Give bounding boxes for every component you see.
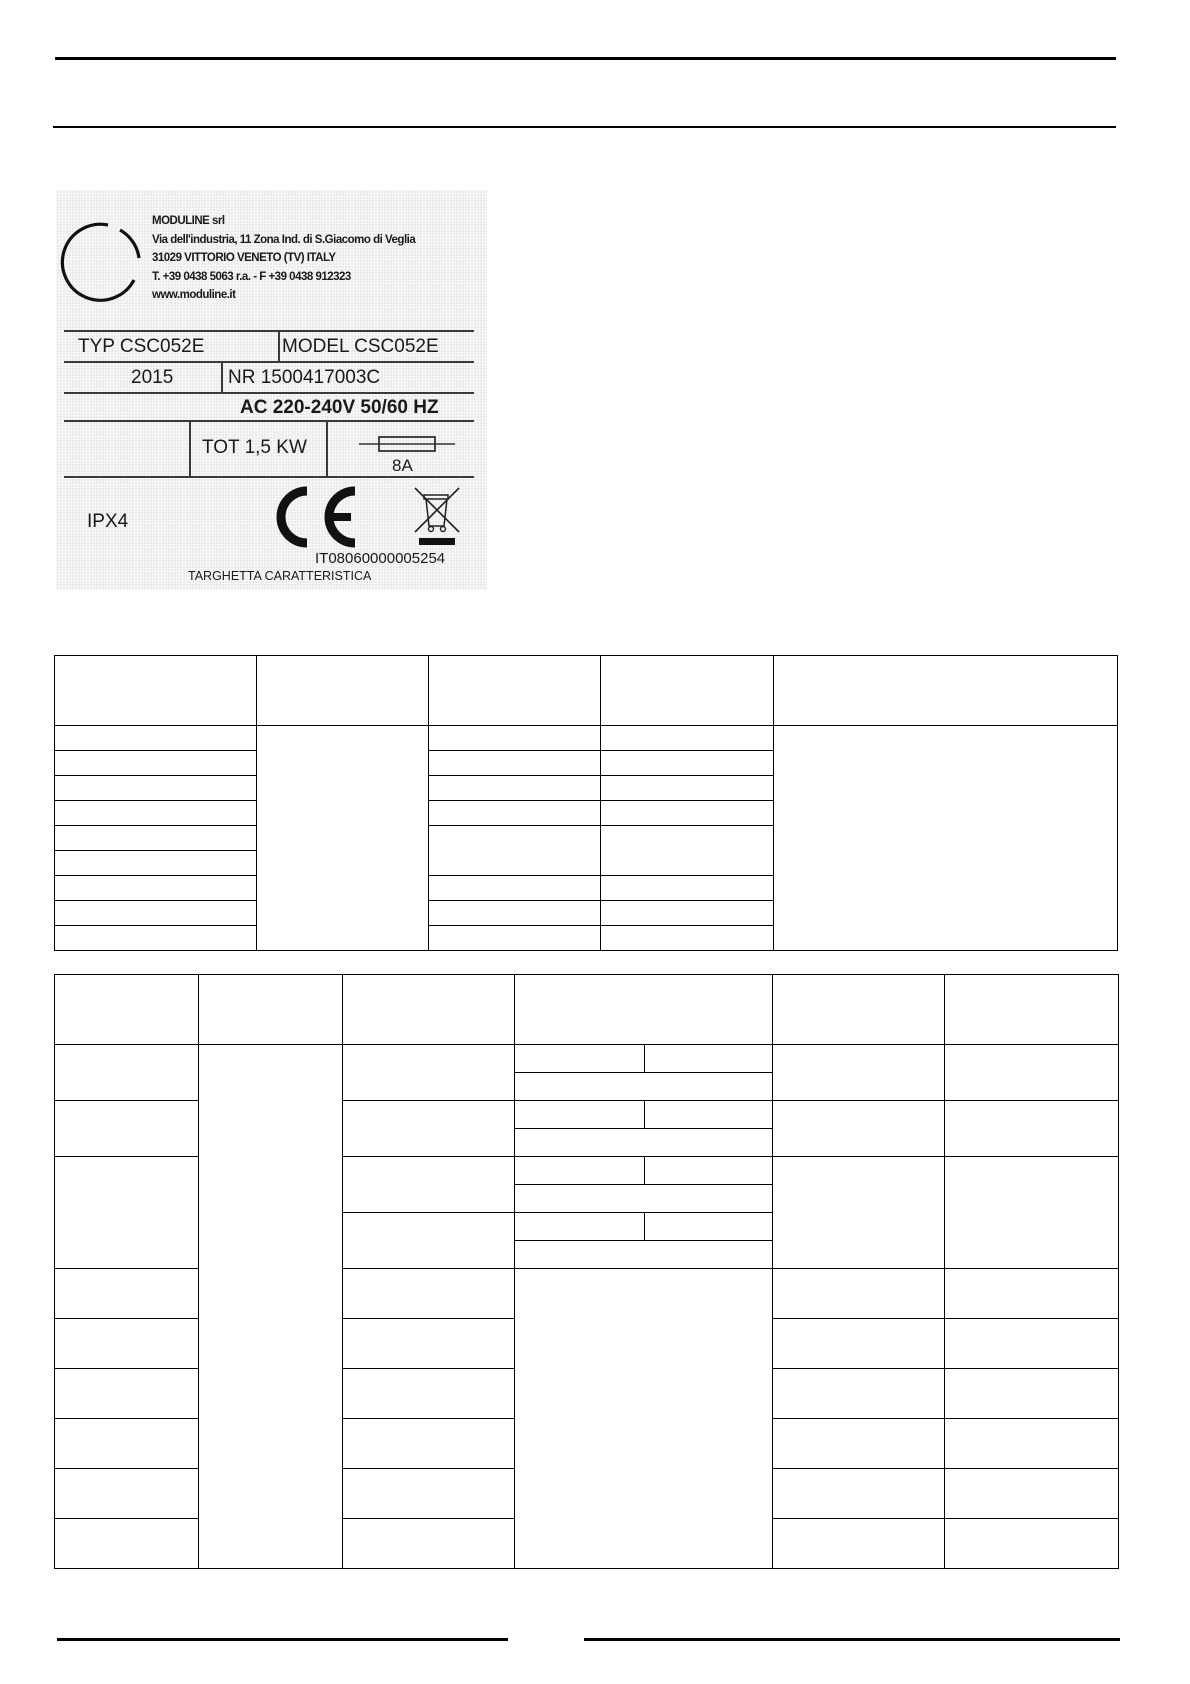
table-cell (55, 1101, 199, 1157)
table-cell (945, 1157, 1119, 1269)
table-cell (945, 1319, 1119, 1369)
website: www.moduline.it (152, 289, 236, 301)
table-cell (601, 751, 774, 776)
table-cell (55, 776, 257, 801)
table-cell (774, 656, 1118, 726)
table-cell (515, 1241, 773, 1269)
table-cell (429, 726, 601, 751)
table-cell (515, 1157, 645, 1185)
voltage-label: AC 220-240V 50/60 HZ (240, 397, 439, 418)
table-cell (601, 801, 774, 826)
table-cell (429, 876, 601, 901)
table-cell (55, 1157, 199, 1269)
table-cell (55, 1269, 199, 1319)
table-cell (645, 1157, 773, 1185)
table-cell (55, 656, 257, 726)
table-cell (945, 1101, 1119, 1157)
table-cell (55, 1369, 199, 1419)
plate-line (64, 420, 474, 422)
company-name: MODULINE srl (152, 215, 225, 227)
table-row (55, 656, 1118, 726)
table-cell (343, 1419, 515, 1469)
table-cell (55, 975, 199, 1045)
table-cell (55, 876, 257, 901)
table-cell (429, 901, 601, 926)
header-rule-top (55, 57, 1116, 60)
table-cell (343, 1519, 515, 1569)
table-cell (515, 1045, 645, 1073)
table-cell (601, 776, 774, 801)
table-cell (945, 1045, 1119, 1101)
table-cell (429, 826, 601, 876)
table-cell (773, 975, 945, 1045)
address-line-2: 31029 VITTORIO VENETO (TV) ITALY (152, 252, 336, 264)
table-cell (343, 1269, 515, 1319)
table-cell (55, 1519, 199, 1569)
table-cell (343, 1369, 515, 1419)
table-cell (55, 826, 257, 851)
table-cell (945, 1519, 1119, 1569)
year-label: 2015 (131, 367, 174, 388)
table-cell (55, 751, 257, 776)
table-cell (773, 1045, 945, 1101)
weee-code: IT08060000005254 (315, 550, 446, 567)
table-cell (55, 1045, 199, 1101)
plate-line (64, 361, 474, 363)
spec-table-2 (54, 974, 1119, 1569)
table-cell (773, 1369, 945, 1419)
fuse-rating: 8A (392, 456, 413, 475)
table-cell (774, 726, 1118, 951)
table-cell (601, 656, 774, 726)
table-cell (515, 1101, 645, 1129)
table-cell (945, 1269, 1119, 1319)
plate-line (189, 420, 191, 476)
table-cell (515, 1185, 773, 1213)
table-cell (601, 876, 774, 901)
plate-line (64, 392, 474, 394)
rating-plate (56, 190, 487, 590)
table-cell (55, 901, 257, 926)
table-cell (601, 926, 774, 951)
table-cell (55, 926, 257, 951)
plate-line (326, 420, 328, 476)
table-cell (429, 656, 601, 726)
table-cell (515, 1213, 645, 1241)
table-cell (945, 1469, 1119, 1519)
table-row (55, 726, 1118, 751)
logo-icon (60, 218, 150, 308)
plate-line (64, 330, 474, 332)
table-cell (55, 851, 257, 876)
type-label: TYP CSC052E (78, 336, 205, 357)
table-cell (945, 1419, 1119, 1469)
table-cell (773, 1519, 945, 1569)
fuse-icon (359, 433, 455, 455)
table-cell (601, 726, 774, 751)
table-cell (343, 975, 515, 1045)
plate-line (64, 476, 474, 478)
table-cell (515, 975, 773, 1045)
table-cell (55, 1419, 199, 1469)
table-cell (601, 901, 774, 926)
serial-number: NR 1500417003C (228, 367, 381, 388)
table-cell (343, 1045, 515, 1101)
table-cell (343, 1213, 515, 1269)
model-label: MODEL CSC052E (282, 336, 439, 357)
table-cell (257, 656, 429, 726)
footer-rule-right (584, 1638, 1120, 1641)
table-cell (773, 1157, 945, 1269)
plate-line (221, 361, 223, 392)
table-cell (343, 1469, 515, 1519)
table-cell (55, 1469, 199, 1519)
table-cell (343, 1319, 515, 1369)
phone-line: T. +39 0438 5063 r.a. - F +39 0438 912323 (152, 270, 351, 283)
table-cell (55, 1319, 199, 1369)
table-cell (645, 1045, 773, 1073)
table-cell (429, 926, 601, 951)
plate-line (278, 330, 280, 361)
plate-caption: TARGHETTA CARATTERISTICA (188, 569, 372, 583)
table-cell (645, 1213, 773, 1241)
table-cell (429, 751, 601, 776)
table-cell (773, 1419, 945, 1469)
table-cell (515, 1073, 773, 1101)
ip-rating: IPX4 (87, 511, 129, 532)
table-cell (55, 801, 257, 826)
table-cell (55, 726, 257, 751)
table-row (55, 1045, 1119, 1073)
table-cell (429, 776, 601, 801)
table-cell (257, 726, 429, 951)
table-cell (429, 801, 601, 826)
header-rule-bottom (53, 126, 1116, 128)
spec-table-1 (54, 655, 1118, 951)
table-cell (945, 1369, 1119, 1419)
power-label: TOT 1,5 KW (202, 437, 307, 458)
footer-rule-left (57, 1638, 508, 1641)
ce-mark-icon (276, 484, 366, 550)
table-cell (601, 826, 774, 876)
table-row (55, 975, 1119, 1045)
table-cell (515, 1129, 773, 1157)
table-cell (773, 1269, 945, 1319)
table-cell (515, 1269, 773, 1569)
table-cell (945, 975, 1119, 1045)
manufacturer-address (152, 212, 415, 305)
weee-bin-icon (411, 484, 463, 546)
table-cell (343, 1101, 515, 1157)
address-line-1: Via dell'industria, 11 Zona Ind. di S.Giacomo di Veglia (152, 233, 416, 246)
table-cell (199, 975, 343, 1045)
table-cell (773, 1469, 945, 1519)
table-cell (773, 1101, 945, 1157)
table-cell (199, 1045, 343, 1569)
table-cell (645, 1101, 773, 1129)
table-cell (773, 1319, 945, 1369)
table-cell (343, 1157, 515, 1213)
